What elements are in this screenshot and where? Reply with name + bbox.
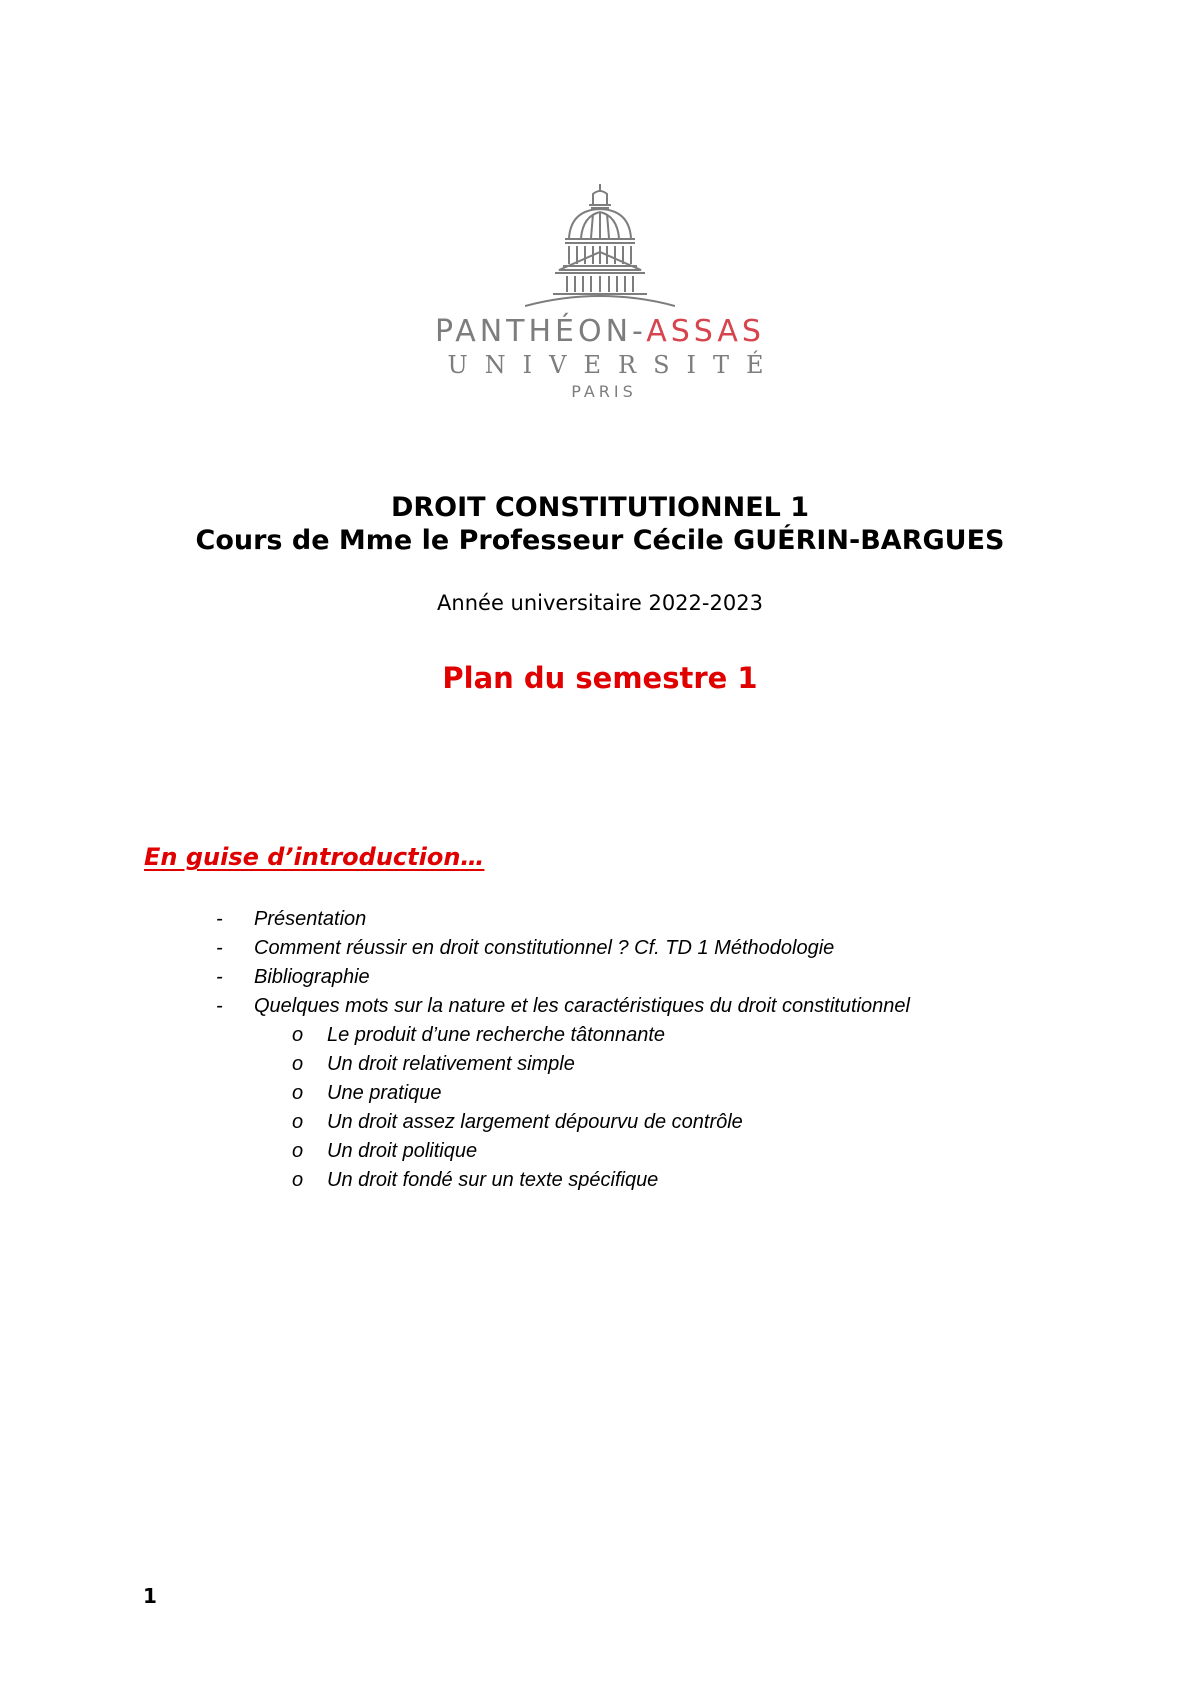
sub-list-item [0, 1050, 1200, 1079]
bullet-dash: - [216, 937, 223, 959]
outline-list [0, 905, 1200, 1195]
list-item-text: Quelques mots sur la nature et les caractéristiques du droit constitutionnel [254, 995, 910, 1017]
bullet-dash: - [216, 966, 223, 988]
sub-list-item [0, 1108, 1200, 1137]
list-item-text: Présentation [254, 908, 367, 930]
sub-list-item-text: Le produit d’une recherche tâtonnante [327, 1024, 666, 1046]
sub-list-item [0, 1079, 1200, 1108]
logo-wordmark-line3: PARIS [571, 382, 637, 401]
plan-heading: Plan du semestre 1 [442, 661, 758, 695]
document-title: DROIT CONSTITUTIONNEL 1 [390, 492, 810, 523]
list-item [0, 963, 1200, 992]
bullet-dash: - [216, 908, 223, 930]
bullet-circle: o [292, 1082, 304, 1104]
logo-wordmark-accent: ASSAS [646, 314, 765, 349]
academic-year: Année universitaire 2022-2023 [437, 591, 763, 615]
sub-list-item-text: Un droit politique [327, 1140, 478, 1162]
bullet-dash: - [216, 995, 223, 1017]
pantheon-building-icon [525, 182, 675, 308]
bullet-circle: o [292, 1111, 304, 1133]
logo-wordmark-line1 [0, 314, 1200, 350]
bullet-circle: o [292, 1169, 304, 1191]
sub-list-item-text: Un droit fondé sur un texte spécifique [327, 1169, 659, 1191]
section-heading: En guise d’introduction… [144, 843, 485, 871]
sub-list-item [0, 1021, 1200, 1050]
bullet-circle: o [292, 1053, 304, 1075]
logo-wordmark-line2: UNIVERSITÉ [447, 351, 781, 379]
sub-list-item-text: Un droit relativement simple [327, 1053, 575, 1075]
sub-list-item-text: Un droit assez largement dépourvu de contrôle [327, 1111, 743, 1133]
university-logo [0, 182, 1200, 412]
logo-wordmark-main: PANTHÉON- [435, 314, 647, 349]
list-item-text: Comment réussir en droit constitutionnel ? Cf. TD 1 Méthodologie [254, 937, 835, 959]
list-item [0, 905, 1200, 934]
document-subtitle: Cours de Mme le Professeur Cécile GUÉRIN-BARGUES [195, 525, 1005, 556]
sub-list-item [0, 1137, 1200, 1166]
sub-list-item-text: Une pratique [327, 1082, 442, 1104]
list-item-text: Bibliographie [254, 966, 370, 988]
list-item [0, 992, 1200, 1021]
sub-list-item [0, 1166, 1200, 1195]
bullet-circle: o [292, 1024, 304, 1046]
list-item [0, 934, 1200, 963]
bullet-circle: o [292, 1140, 304, 1162]
page-number: 1 [143, 1584, 157, 1608]
